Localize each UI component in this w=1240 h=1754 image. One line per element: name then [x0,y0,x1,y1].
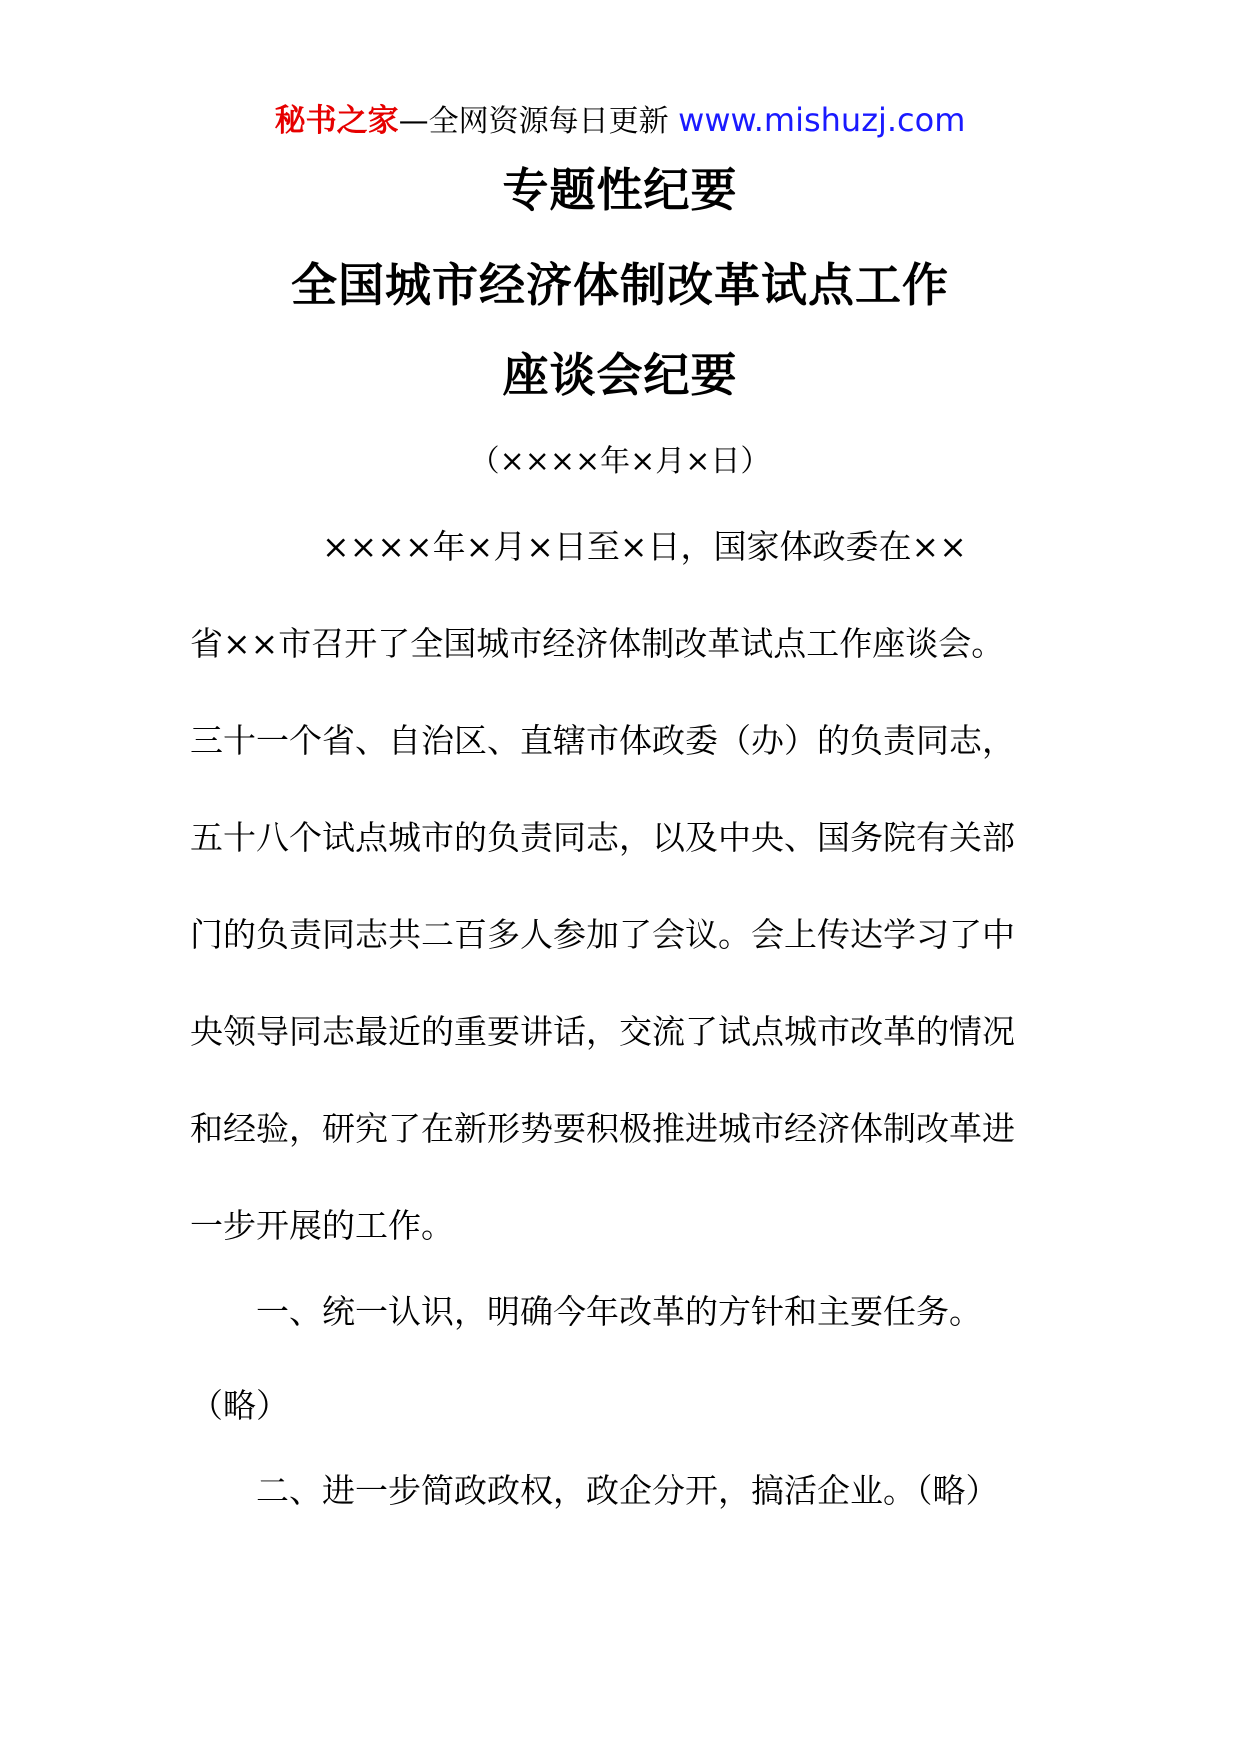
intro-line: 省××市召开了全国城市经济体制改革试点工作座谈会。 [190,624,1005,663]
banner-url-link[interactable]: www.mishuzj.com [678,101,966,139]
section-1-heading: 一、统一认识，明确今年改革的方针和主要任务。 [256,1292,982,1331]
intro-line: 三十一个省、自治区、直辖市体政委（办）的负责同志， [190,721,1015,760]
document-title-line-1: 全国城市经济体制改革试点工作 [291,258,949,312]
intro-line: 五十八个试点城市的负责同志，以及中央、国务院有关部 [190,818,1015,857]
section-1-note: （略） [190,1386,289,1425]
banner-slogan: —全网资源每日更新 [398,104,679,139]
intro-line: 门的负责同志共二百多人参加了会议。会上传达学习了中 [190,915,1015,954]
site-banner [0,98,1240,144]
intro-line: 和经验，研究了在新形势要积极推进城市经济体制改革进 [190,1109,1015,1148]
category-title: 专题性纪要 [502,163,738,217]
intro-line: 央领导同志最近的重要讲话，交流了试点城市改革的情况 [190,1012,1015,1051]
document-title-line-2: 座谈会纪要 [502,348,738,402]
document-date: （××××年×月×日） [469,444,771,479]
section-2-heading: 二、进一步简政政权，政企分开，搞活企业。（略） [256,1471,999,1510]
intro-line: ××××年×月×日至×日，国家体政委在×× [322,527,967,566]
banner-brand: 秘书之家 [274,103,399,139]
intro-line: 一步开展的工作。 [190,1206,454,1245]
